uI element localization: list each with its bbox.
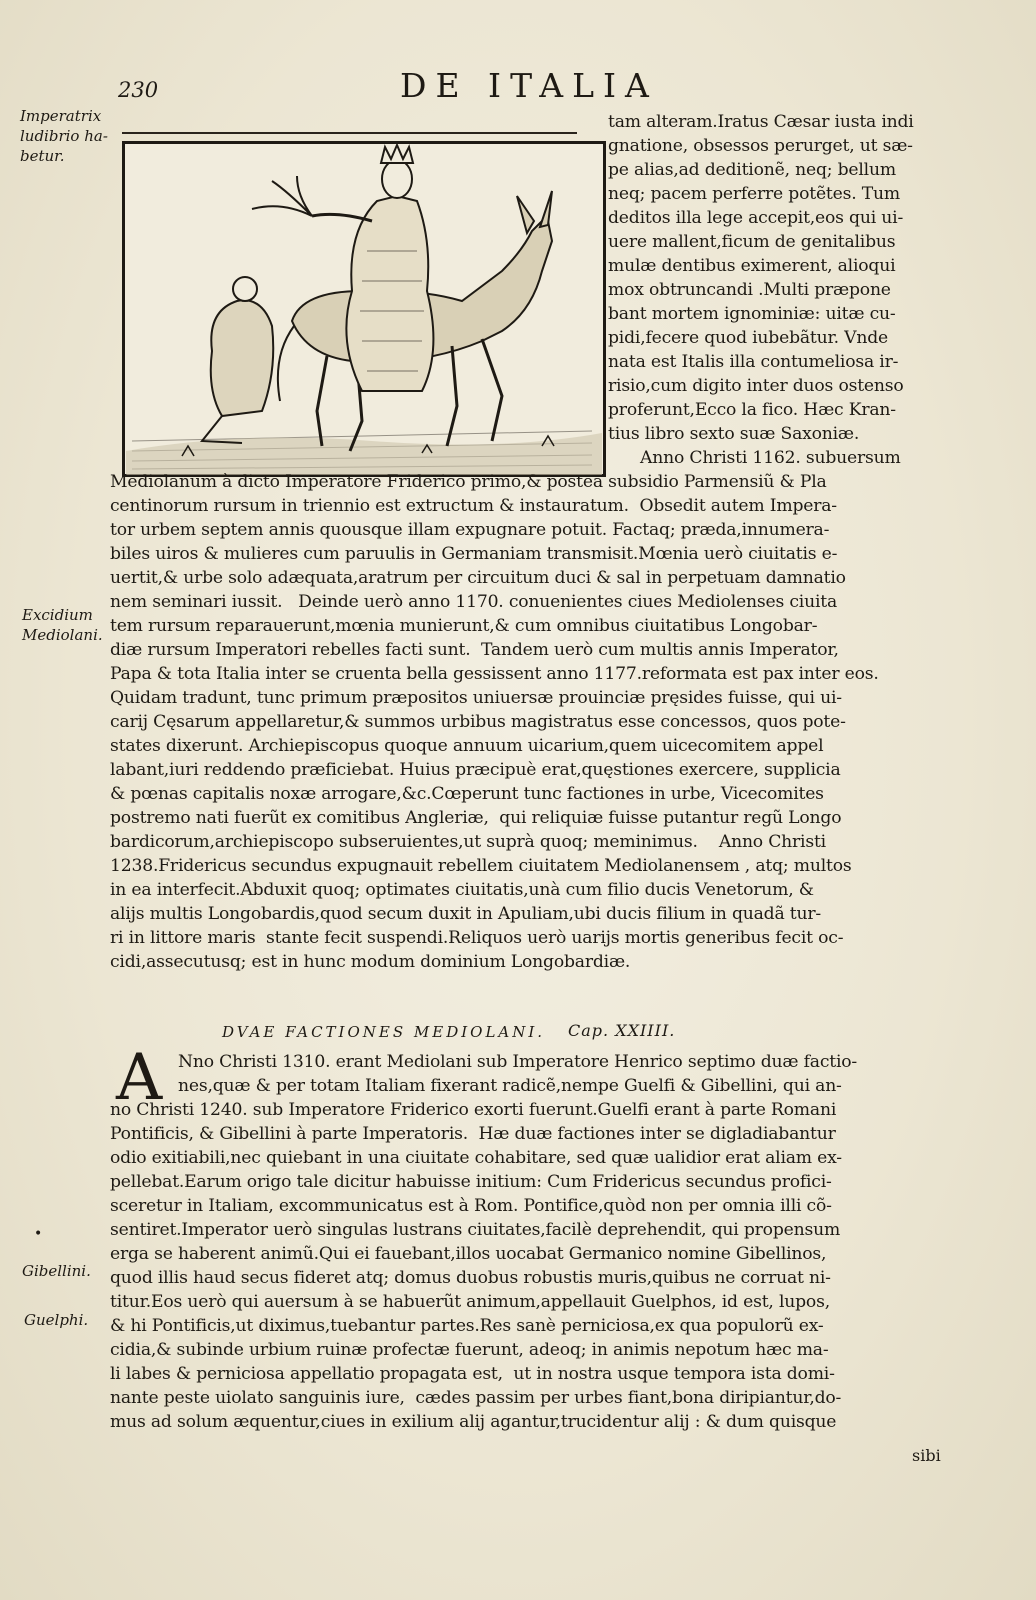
text-line: labant,iuri reddendo præficiebat. Huius præcipuè erat,quęstiones exercere, supplicia [110, 760, 841, 780]
text-line: Papa & tota Italia inter se cruenta bella gessissent anno 1177.reformata est pax inter eos. [110, 664, 879, 684]
text-line: mus ad solum æquentur,ciues in exilium alij agantur,trucidentur alij : & dum quisque [110, 1412, 837, 1432]
text-line: postremo nati fuerũt ex comitibus Angleriæ, qui reliquiæ fuisse putantur regũ Longo [110, 808, 842, 828]
text-line: tam alteram.Iratus Cæsar iusta indi [608, 112, 914, 132]
text-line: nes,quæ & per totam Italiam fixerant radicẽ,nempe Guelfi & Gibellini, qui an- [178, 1076, 842, 1096]
page-number: 230 [118, 78, 159, 102]
text-line: & hi Pontificis,ut diximus,tuebantur partes.Res sanè perniciosa,ex qua populorũ ex- [110, 1316, 824, 1336]
text-line: in ea interfecit.Abduxit quoq; optimates ciuitatis,unà cum filio ducis Venetorum, & [110, 880, 814, 900]
text-line: tius libro sexto suæ Saxoniæ. [608, 424, 860, 444]
text-line: mox obtruncandi .Multi præpone [608, 280, 891, 300]
text-line: pidi,fecere quod iubebãtur. Vnde [608, 328, 889, 348]
running-title: DE ITALIA [400, 66, 658, 105]
chapter-heading: DVAE FACTIONES MEDIOLANI. [222, 1023, 546, 1041]
text-line: uere mallent,ficum de genitalibus [608, 232, 896, 252]
text-line: biles uiros & mulieres cum paruulis in Germaniam transmisit.Mœnia uerò ciuitatis e- [110, 544, 838, 564]
text-line: nata est Italis illa contumeliosa ir- [608, 352, 899, 372]
text-line: nem seminari iussit. Deinde uerò anno 1170. conuenientes ciues Mediolenses ciuita [110, 592, 838, 612]
text-line: Nno Christi 1310. erant Mediolani sub Imperatore Henrico septimo duæ factio- [178, 1052, 858, 1072]
text-line: quod illis haud secus fideret atq; domus duobus robustis muris,quibus ne corruat ni- [110, 1268, 831, 1288]
text-line: deditos illa lege accepit,eos qui ui- [608, 208, 904, 228]
text-line: odio exitiabili,nec quiebant in una ciuitate cohabitare, sed quæ ualidior erat aliam ex- [110, 1148, 842, 1168]
text-line: sentiret.Imperator uerò singulas lustrans ciuitates,facilè deprehendit, qui propensum [110, 1220, 841, 1240]
text-line: Pontificis, & Gibellini à parte Imperatoris. Hæ duæ factiones inter se digladiabantur [110, 1124, 836, 1144]
text-line: uertit,& urbe solo adæquata,aratrum per circuitum duci & sal in perpetuam damnatio [110, 568, 846, 588]
marginal-note-guelphi: Guelphi. [24, 1311, 89, 1329]
text-line: erga se haberent animũ.Qui ei fauebant,illos uocabat Germanico nomine Gibellinos, [110, 1244, 827, 1264]
text-line: titur.Eos uerò qui auersum à se habuerũt animum,appellauit Guelphos, id est, lupos, [110, 1292, 830, 1312]
text-line: carij Cęsarum appellaretur,& summos urbibus magistratus esse concessos, quos pote- [110, 712, 846, 732]
text-line: pe alias,ad deditionẽ, neq; bellum [608, 160, 896, 180]
text-line: Quidam tradunt, tunc primum præpositos uniuersæ prouinciæ pręsides fuisse, qui ui- [110, 688, 842, 708]
text-line: states dixerunt. Archiepiscopus quoque annuum uicarium,quem uicecomitem appel [110, 736, 824, 756]
woodcut-illustration-icon [122, 141, 606, 477]
text-line: proferunt,Ecco la fico. Hæc Kran- [608, 400, 896, 420]
text-line: 1238.Fridericus secundus expugnauit rebellem ciuitatem Mediolanensem , atq; multos [110, 856, 852, 876]
text-line: diæ rursum Imperatori rebelles facti sunt. Tandem uerò cum multis annis Imperator, [110, 640, 839, 660]
text-line: Mediolanum à dicto Imperatore Friderico primo,& postea subsidio Parmensiũ & Pla [110, 472, 827, 492]
text-line: tem rursum reparauerunt,mœnia munierunt,& cum omnibus ciuitatibus Longobar- [110, 616, 818, 636]
text-line: risio,cum digito inter duos ostenso [608, 376, 904, 396]
chapter-number: Cap. XXIIII. [568, 1021, 676, 1040]
text-line: alijs multis Longobardis,quod secum duxit in Apuliam,ubi ducis filium in quadã tur- [110, 904, 821, 924]
margin-dot: • [34, 1226, 43, 1242]
marginal-note-imperatrix: Imperatrix ludibrio ha- betur. [20, 107, 108, 165]
text-line: Anno Christi 1162. subuersum [640, 448, 901, 468]
text-line: bant mortem ignominiæ: uitæ cu- [608, 304, 896, 324]
marginal-note-excidium: Excidium Mediolani. [22, 606, 103, 644]
text-line: sceretur in Italiam, excommunicatus est à Rom. Pontifice,quòd non per omnia illi cõ- [110, 1196, 832, 1216]
text-line: neq; pacem perferre potẽtes. Tum [608, 184, 900, 204]
text-line: bardicorum,archiepiscopo subseruientes,ut suprà quoq; meminimus. Anno Christi [110, 832, 826, 852]
text-line: nante peste uiolato sanguinis iure, cædes passim per urbes fiant,bona diripiantur,do- [110, 1388, 842, 1408]
text-line: no Christi 1240. sub Imperatore Friderico exorti fuerunt.Guelfi erant à parte Romani [110, 1100, 837, 1120]
text-line: ri in littore maris stante fecit suspendi.Reliquos uerò uarijs mortis generibus fecit oc- [110, 928, 844, 948]
text-line: & pœnas capitalis noxæ arrogare,&c.Cœperunt tunc factiones in urbe, Vicecomites [110, 784, 824, 804]
catchword: sibi [912, 1446, 941, 1465]
text-line: tor urbem septem annis quousque illam expugnare potuit. Factaq; præda,innumera- [110, 520, 830, 540]
text-line: pellebat.Earum origo tale dicitur habuisse initium: Cum Fridericus secundus profici- [110, 1172, 832, 1192]
text-line: mulæ dentibus eximerent, alioqui [608, 256, 896, 276]
marginal-note-gibellini: Gibellini. [22, 1262, 91, 1280]
text-line: cidia,& subinde urbium ruinæ profectæ fuerunt, adeoq; in animis nepotum hæc ma- [110, 1340, 829, 1360]
header-rule [122, 132, 577, 134]
text-line: li labes & perniciosa appellatio propagata est, ut in nostra usque tempora ista domi- [110, 1364, 835, 1384]
text-line: centinorum rursum in triennio est extructum & instauratum. Obsedit autem Impera- [110, 496, 837, 516]
drop-capital: A [116, 1041, 163, 1115]
text-line: gnatione, obsessos perurget, ut sæ- [608, 136, 913, 156]
text-line: cidi,assecutusq; est in hunc modum dominium Longobardiæ. [110, 952, 631, 972]
